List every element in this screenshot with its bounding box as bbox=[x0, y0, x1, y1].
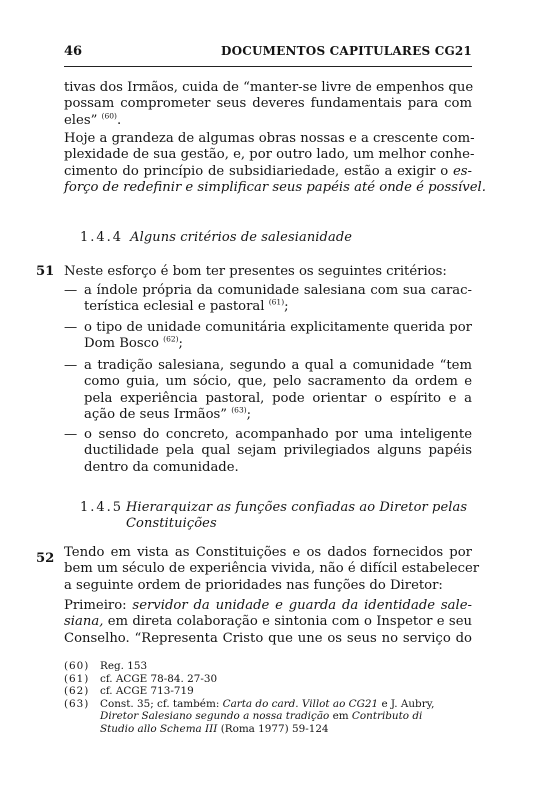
list-item bbox=[64, 283, 472, 316]
emphasis: Contributo di bbox=[351, 710, 423, 723]
text-fragment: Const. 35; cf. também: bbox=[100, 697, 220, 710]
text-line: a seguinte ordem de prioridades nas funções do Diretor: bbox=[64, 577, 443, 593]
text-line bbox=[64, 614, 472, 630]
section-title: Alguns critérios de salesianidade bbox=[130, 230, 353, 245]
text-fragment: (Roma 1977) 59-124 bbox=[220, 722, 329, 735]
emphasis: Diretor Salesiano segundo a nossa tradição bbox=[100, 710, 330, 723]
text-line: Neste esforço é bom ter presentes os seguintes critérios: bbox=[64, 264, 447, 279]
list-item-text bbox=[84, 283, 472, 316]
list-dash: — bbox=[64, 283, 78, 298]
page-number: 46 bbox=[64, 44, 83, 59]
paragraph-hoje bbox=[64, 131, 486, 197]
text-fragment: em bbox=[332, 710, 349, 723]
text-line bbox=[64, 180, 486, 196]
list-item bbox=[64, 320, 472, 353]
list-dash: — bbox=[64, 427, 78, 442]
margin-number-51: 51 bbox=[36, 264, 55, 279]
section-heading-145 bbox=[80, 500, 480, 532]
list-item-text bbox=[84, 320, 472, 353]
footnote-continuation bbox=[64, 710, 484, 723]
text-line: tivas dos Irmãos, cuida de “manter-se livre de empenhos que bbox=[64, 80, 474, 95]
text-fragment: ; bbox=[246, 407, 252, 423]
text-fragment: e J. Aubry, bbox=[381, 697, 435, 710]
text-line bbox=[84, 299, 472, 315]
emphasis: forço de redefinir e simplificar seus papéis até onde é possível. bbox=[64, 180, 486, 196]
list-item bbox=[64, 358, 472, 424]
footnote-label: (61) bbox=[64, 672, 90, 685]
text-line bbox=[64, 113, 472, 129]
text-line: o tipo de unidade comunitária explicitamente querida por bbox=[84, 320, 472, 335]
text-line bbox=[64, 164, 472, 180]
text-line bbox=[64, 598, 472, 614]
footnote-text: Reg. 153 bbox=[100, 660, 148, 672]
text-fragment: . bbox=[116, 112, 122, 128]
list-item-text bbox=[84, 358, 472, 424]
text-line: plexidade de sua gestão, e, por outro lado, um melhor conhe- bbox=[64, 147, 475, 163]
list-dash: — bbox=[64, 358, 78, 373]
section-number: 1.4.5 bbox=[80, 500, 124, 515]
text-line: a tradição salesiana, segundo a qual a comunidade “tem bbox=[84, 358, 472, 373]
text-line: como guia, um sócio, que, pelo sacramento da ordem e bbox=[84, 374, 472, 390]
footnote bbox=[64, 685, 484, 698]
text-line bbox=[84, 407, 472, 423]
text-line: possam comprometer seus deveres fundamentais para com bbox=[64, 96, 472, 112]
footnote-text bbox=[100, 698, 434, 711]
text-fragment: em direta colaboração e sintonia com o Inspetor e seu bbox=[107, 614, 472, 630]
text-line: o senso do concreto, acompanhado por uma inteligente bbox=[84, 427, 472, 442]
footnote-text: cf. ACGE 713-719 bbox=[100, 685, 194, 698]
text-fragment: ação de seus Irmãos” bbox=[84, 407, 228, 423]
section-heading-line bbox=[80, 500, 480, 516]
emphasis: Studio allo Schema III bbox=[100, 722, 218, 735]
list-item-text bbox=[84, 427, 472, 476]
footnote-label: (62) bbox=[64, 685, 90, 698]
footnote bbox=[64, 698, 484, 711]
section-title: Constituições bbox=[126, 516, 217, 531]
lead-label: Primeiro: bbox=[64, 598, 127, 613]
section-number: 1.4.4 bbox=[80, 230, 124, 245]
text-fragment: ; bbox=[178, 336, 183, 352]
section-heading-line bbox=[80, 516, 480, 532]
footnote-text bbox=[100, 723, 329, 736]
text-fragment: ; bbox=[284, 299, 289, 315]
section-title: Hierarquizar as funções confiadas ao Diretor pelas bbox=[126, 500, 468, 515]
footnote-label: (60) bbox=[64, 660, 90, 672]
text-line: a índole própria da comunidade salesiana com sua carac- bbox=[84, 283, 472, 298]
running-title: DOCUMENTOS CAPITULARES CG21 bbox=[220, 44, 472, 58]
text-fragment: terística eclesial e pastoral bbox=[84, 299, 265, 315]
footnote bbox=[64, 673, 484, 686]
footnote-ref: (60) bbox=[101, 111, 117, 121]
text-line: Hoje a grandeza de algumas obras nossas e a crescente com- bbox=[64, 131, 475, 146]
footnote-ref: (61) bbox=[268, 298, 285, 307]
text-line: ductilidade pela qual sejam privilegiados alguns papéis bbox=[84, 443, 472, 459]
emphasis: es- bbox=[452, 163, 472, 179]
paragraph-51 bbox=[64, 264, 472, 280]
footnote-label: (63) bbox=[64, 697, 90, 710]
section-heading-144 bbox=[80, 230, 352, 246]
text-fragment: Dom Bosco bbox=[84, 336, 159, 352]
text-fragment: eles” bbox=[64, 112, 98, 128]
footnote bbox=[64, 660, 484, 673]
running-header bbox=[64, 44, 472, 62]
text-line bbox=[84, 336, 472, 352]
emphasis: Carta do card. Villot ao CG21 bbox=[222, 697, 379, 710]
text-line: Conselho. “Representa Cristo que une os seus no serviço do bbox=[64, 630, 472, 646]
footnote-ref: (62) bbox=[163, 335, 179, 344]
text-line: bem um século de experiência vivida, não é difícil estabelecer bbox=[64, 561, 480, 577]
list-dash: — bbox=[64, 320, 78, 335]
footnotes bbox=[64, 660, 484, 736]
footnote-continuation bbox=[64, 723, 484, 736]
list-item bbox=[64, 427, 472, 477]
paragraph-52 bbox=[64, 545, 480, 594]
emphasis: servidor da unidade e guarda da identidade sale- bbox=[132, 598, 472, 613]
text-line: Tendo em vista as Constituições e os dados fornecidos por bbox=[64, 545, 472, 560]
text-fragment: cimento do princípio de subsidiariedade, estão a exigir o bbox=[64, 163, 449, 179]
text-line: pela experiência pastoral, pode orientar o espírito e a bbox=[84, 390, 472, 406]
footnote-text bbox=[100, 710, 422, 723]
emphasis: siana, bbox=[64, 614, 104, 630]
text-line: dentro da comunidade. bbox=[84, 459, 239, 475]
header-rule bbox=[64, 66, 472, 67]
paragraph-intro bbox=[64, 80, 472, 129]
footnote-ref: (63) bbox=[231, 405, 247, 415]
footnote-text: cf. ACGE 78-84. 27-30 bbox=[100, 672, 218, 685]
margin-number-52: 52 bbox=[36, 551, 55, 566]
paragraph-primeiro bbox=[64, 598, 472, 647]
